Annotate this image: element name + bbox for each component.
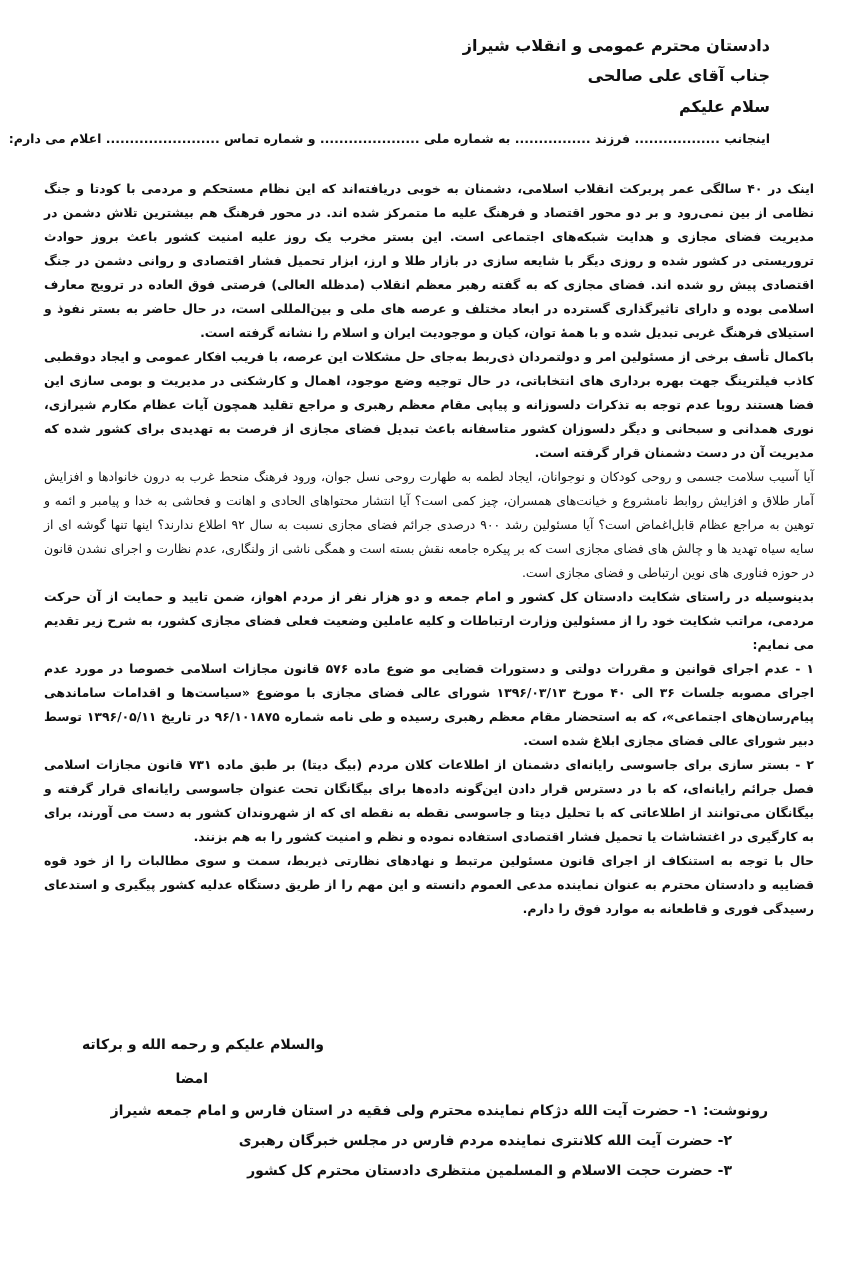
signature-label: امضا — [175, 1071, 208, 1087]
letter-body — [44, 177, 814, 921]
closing-salutation: والسلام علیکم و رحمه الله و برکاته — [81, 1037, 324, 1053]
cc-line-3: ۳- حضرت حجت الاسلام و المسلمین منتظری دادستان محترم کل کشور — [247, 1163, 732, 1179]
greeting: سلام علیکم — [678, 97, 770, 116]
paragraph-officials: باکمال تأسف برخی از مسئولین امر و دولتمردان ذی‌ربط به‌جای حل مشکلات این عرصه، با فریب افکار عمومی و ایجاد دوقطبی کاذب فیلترینگ جهت بهره برداری های انتخاباتی، در حال توجیه وضع موجود، اهمال و کارشکنی در مدیریت و بومی سازی این فضا هستند روبا عدم توجه به تذکرات دلسوزانه و پیاپی مقام معظم رهبری و مراجع تقلید همچون آیات عظام مکارم شیرازی، نوری همدانی و سبحانی و دیگر دلسوزان کشور متاسفانه باعث تبدیل فضای مجازی از فرصت به تهدیدی برای کشور شده که مدیریت آن در دست دشمنان قرار گرفته است. — [44, 349, 814, 460]
paragraph-item-2: ۲ - بستر سازی برای جاسوسی رایانه‌ای دشمنان از اطلاعات کلان مردم (بیگ دیتا) بر طبق ماده ۷۳۱ قانون مجازات اسلامی فصل جرائم رایانه‌ای، که با در دسترس قرار دادن این‌گونه داده‌ها برای بیگانگان تحت عنوان جاسوسی رایانه‌ای قرار گرفته و بیگانگان می‌توانند از اطلاعاتی که با تحلیل دیتا و جاسوسی نقطه به نقطه ای که از شهروندان کشور به دست می آورند، برای به کارگیری در اغتشاشات یا تحمیل فشار اقتصادی استفاده نموده و نظم و امنیت کشور را به هم بزنند. — [44, 757, 814, 844]
cc-line-1: رونوشت: ۱- حضرت آیت الله دژکام نماینده محترم ولی فقیه در استان فارس و امام جمعه شیراز — [110, 1103, 768, 1119]
cc-line-2: ۲- حضرت آیت الله کلانتری نماینده مردم فارس در مجلس خبرگان رهبری — [238, 1133, 732, 1149]
sender-intro-line: اینجانب .................. فرزند ................ به شماره ملی ..................... و شماره تماس ........................ اعلام می دارم: — [8, 131, 770, 146]
paragraph-request: حال با توجه به استنکاف از اجرای قانون مسئولین مرتبط و نهادهای نظارتی ذیربط، سمت و سوی مطالبات را از خود قوه قضاییه و دادستان محترم به عنوان نماینده مدعی العموم دانسته و این مهم را از طریق دستگاه عدلیه کشور پیگیری و استدعای رسیدگی فوری و قاطعانه به موارد فوق را دارم. — [44, 853, 814, 916]
paragraph-questions: آیا آسیب سلامت جسمی و روحی کودکان و نوجوانان، ایجاد لطمه به طهارت روحی نسل جوان، ورود فرهنگ منحط غرب به درون خانوادها و افزایش آمار طلاق و افزایش روابط نامشروع و خیانت‌های همسران، چیز کمی است؟ آیا انتشار محتواهای الحادی و اهانت و فحاشی به خدا و پیامبر و ائمه و توهین به مراجع عظام قابل‌اغماض است؟ آیا مسئولین رشد ۹۰۰ درصدی جرائم فضای مجازی نسبت به سال ۹۲ اطلاع ندارند؟ اینها تنها گوشه ای از سایه سیاه تهدید ها و چالش های فضای مجازی است که بر پیکره جامعه نقش بسته است و همگی ناشی از ولنگاری، عدم نظارت و اجرای نشدن قانون در حوزه فناوری های نوین ارتباطی و فضای مجازی است. — [44, 469, 814, 580]
addressee-title: دادستان محترم عمومی و انقلاب شیراز — [462, 36, 770, 55]
paragraph-complaint: بدینوسیله در راستای شکایت دادستان کل کشور و امام جمعه و دو هزار نفر از مردم اهواز، ضمن تایید و حمایت از آن حرکت مردمی، مراتب شکایت خود را از مسئولین وزارت ارتباطات و کلیه عاملین وضعیت فعلی فضای مجازی کشور، به شرح زیر تقدیم می نمایم: — [44, 589, 814, 652]
paragraph-context: اینک در ۴۰ سالگی عمر پربرکت انقلاب اسلامی، دشمنان به خوبی دریافته‌اند که این نظام مستحکم و مردمی با کودتا و جنگ نظامی از بین نمی‌رود و بر دو محور اقتصاد و فرهنگ علیه ما متمرکز شده اند. در محور فرهنگ هم بیشترین تلاش دشمن در مدیریت فضای مجازی و هدایت شبکه‌های اجتماعی است. این بستر مخرب یک روز علیه امنیت کشور باعث بروز حوادث تروریستی در کشور شده و روزی دیگر با شایعه سازی در بازار طلا و ارز، ابزار تحمیل فشار اقتصادی و روانی دشمن در جنگ اقتصادی پیش رو شده اند. فضای مجازی که به گفته رهبر معظم انقلاب (مدظله العالی) فرصتی فوق العاده در ترویج معارف اسلامی بوده و دارای تاثیرگذاری گسترده در ابعاد مختلف و عرصه های ملی و بین‌المللی است، در حال حاضر به بستر نفوذ و استیلای فرهنگ غربی تبدیل شده و با همهٔ توان، کیان و موجودیت ایران و اسلام را نشانه گرفته است. — [44, 181, 814, 340]
addressee-name: جناب آقای علی صالحی — [587, 66, 770, 85]
paragraph-item-1: ۱ - عدم اجرای قوانین و مقررات دولتی و دستورات قضایی مو ضوع ماده ۵۷۶ قانون مجازات اسلامی خصوصا در مورد عدم اجرای مصوبه جلسات ۳۶ الی ۴۰ مورخ ۱۳۹۶/۰۳/۱۳ شورای عالی فضای مجازی با موضوع «سیاست‌ها و اقدامات ساماندهی پیام‌رسان‌های اجتماعی»، که به استحضار مقام معظم رهبری رسیده و طی نامه شماره ۹۶/۱۰۱۸۷۵ در تاریخ ۱۳۹۶/۰۵/۱۱ توسط دبیر شورای عالی فضای مجازی ابلاغ شده است. — [44, 661, 814, 748]
